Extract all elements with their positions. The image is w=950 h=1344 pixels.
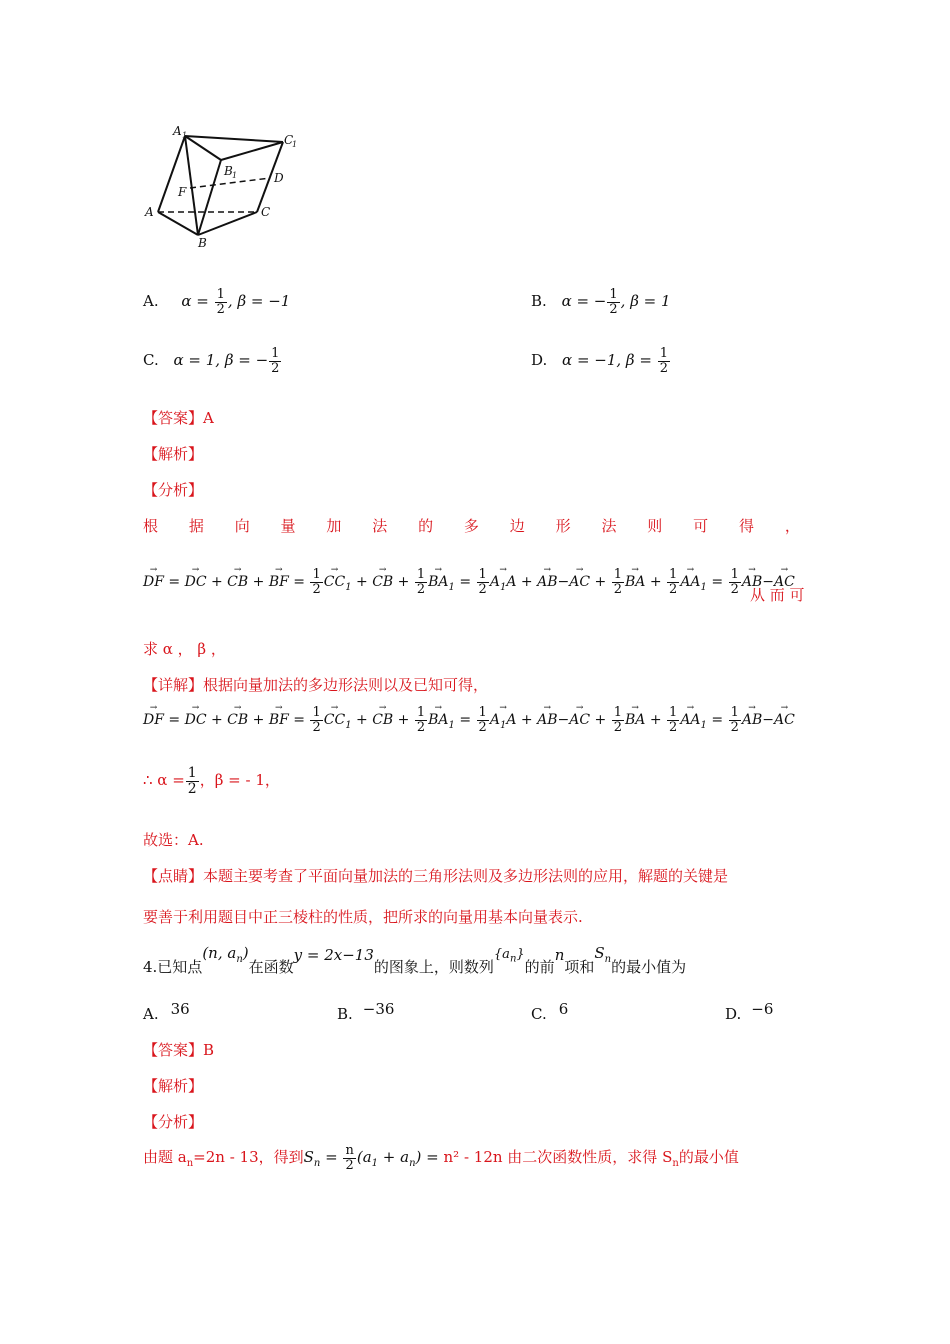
q4-option-c [531,1000,569,1023]
q3-fenxi-text [143,515,800,536]
q4-stem-pre: 4.已知点 [143,958,203,976]
q4-seq-sub: n [509,953,517,965]
q3-option-c [143,347,282,375]
q4-stem-end: 的最小值为 [611,958,687,976]
frac-num: 1 [659,346,668,361]
option-value: 36 [170,1000,190,1018]
q4-last-line [143,1144,739,1172]
fenxi-char: 得 [738,517,754,535]
option-letter: A. [143,1005,159,1023]
q3-fenxi: 【分析】 [143,481,204,499]
q4-func: y = 2x−13 [293,946,374,964]
q3-dianjing-1: 【点睛】本题主要考查了平面向量加法的三角形法则及多边形法则的应用，解题的关键是 [143,867,729,885]
q4-answer: 【答案】B [143,1041,215,1059]
q4-jiexi: 【解析】 [143,1077,204,1095]
frac-num: n [345,1143,354,1158]
q3-jiexi: 【解析】 [143,445,204,463]
q4-s: S [594,944,605,962]
q4-s-sub: n [604,954,612,965]
option-alpha: α = − [561,292,607,311]
formula-sub1: 1 [371,1158,379,1170]
last-sub: n [186,1158,194,1170]
label-a: A [145,205,154,219]
formula-eq: = [320,1148,343,1167]
option-letter: D. [531,351,548,370]
fenxi-char: 法 [372,517,388,535]
fenxi-char: 边 [509,517,525,535]
fenxi-char: ， [784,517,800,535]
frac-den: 2 [659,360,668,376]
fenxi-char: 则 [647,517,663,535]
vector-formula-2: → DF = → DC + → CB + → BF = $\frac{1}{2}$ → $CC_1$ + → CB + $\frac{1}{2}$ → $BA_1$ = $\frac{1}{2}$ → $A_1A$ + → AB−→ AC + $\frac{1}{2}$ → BA + $\frac{1}{2}$ → $AA_1$ = $\frac{1}{2}$ → AB−→ AC [143,706,795,734]
option-value: −6 [751,1000,774,1018]
option-beta: , β = 1 [620,292,671,311]
label-c1: C [284,133,294,147]
q4-stem-mid3: 的前 [524,958,555,976]
fenxi-char: 加 [326,517,342,535]
label-d: D [274,171,284,185]
q4-n: n [554,946,565,964]
fenxi-char: 多 [463,517,479,535]
frac-den: 2 [216,301,225,317]
option-letter: D. [725,1005,742,1023]
conclusion-prefix: ∴ α = [143,771,185,790]
option-alpha: α = −1, β = [562,351,657,370]
q4-option-a [143,1000,190,1023]
label-c: C [261,205,271,219]
prism-figure [140,120,310,255]
formula-r2: + a [378,1148,410,1167]
formula-s-sub: n [313,1158,321,1170]
q3-gu: 故选：A. [143,831,204,849]
option-letter: A. [143,292,159,311]
q4-point-sub: n [236,954,243,965]
option-letter: C. [143,351,159,370]
fenxi-char: 可 [693,517,709,535]
label-a1: A [173,124,182,138]
fenxi-char: 法 [601,517,617,535]
q3-option-d [531,347,671,375]
frac-num: 1 [609,287,618,302]
option-letter: B. [531,292,547,311]
option-value: 6 [558,1000,569,1018]
option-alpha: α = 1, β = − [173,351,269,370]
last-end: 的最小值 [678,1148,739,1167]
q3-option-a [143,288,290,316]
q4-seq-close: } [516,947,525,962]
fenxi-char: 据 [188,517,204,535]
q4-option-b [337,1000,395,1023]
frac-den: 2 [609,301,618,317]
last-pre: 由题 a [143,1148,187,1167]
option-letter: C. [531,1005,547,1023]
q3-xiangjie: 【详解】根据向量加法的多边形法则以及已知可得， [143,676,489,694]
q4-stem-mid1: 在函数 [248,958,294,976]
frac-den: 2 [187,780,197,797]
label-a1-sub: 1 [182,131,188,140]
fenxi-char: 向 [234,517,250,535]
frac-den: 2 [271,360,280,376]
frac-num: 1 [187,765,197,781]
label-b1: B [224,164,233,178]
q4-stem [143,944,686,978]
frac-num: 1 [271,346,280,361]
q3-dianjing-2: 要善于利用题目中正三棱柱的性质，把所求的向量用基本向量表示. [143,908,583,926]
q3-conclusion [143,766,280,796]
q3-answer: 【答案】A [143,409,214,427]
q4-stem-mid4: 项和 [564,958,595,976]
last-mid: =2n - 13，得到 [193,1148,304,1167]
frac-num: 1 [216,287,225,302]
q3-fenxi-tail: 从 而 可 [750,586,805,604]
fenxi-char: 根 [143,517,159,535]
option-value: −36 [362,1000,395,1018]
label-b: B [198,236,207,250]
label-b1-sub: 1 [232,171,238,180]
formula-r4: ) = [415,1148,444,1167]
formula-rest: (a [356,1148,372,1167]
label-c1-sub: 1 [292,140,298,149]
formula-s: S [303,1148,314,1167]
vector-formula-1: → DF = → DC + → CB + → BF = $\frac{1}{2}$ → $CC_1$ + → CB + $\frac{1}{2}$ → $BA_1$ = $\frac{1}{2}$ → $A_1A$ + → AB−→ AC + $\frac{1}{2}$ → BA + $\frac{1}{2}$ → $AA_1$ = $\frac{1}{2}$ → AB−→ AC [143,568,795,596]
q3-fenxi-line3: 求 α ， β ， [143,640,226,658]
q4-stem-mid2: 的图象上，则数列 [373,958,494,976]
conclusion-suffix: ，β = - 1， [199,771,280,790]
option-alpha: α = [181,292,214,311]
fenxi-char: 形 [555,517,571,535]
q3-option-b [531,288,671,316]
fenxi-char: 量 [280,517,296,535]
q4-point: (n, a [202,944,237,962]
q4-fenxi: 【分析】 [143,1113,204,1131]
option-beta: , β = −1 [227,292,291,311]
formula-sub2: n [409,1158,416,1170]
last-post: n² - 12n 由二次函数性质，求得 S [443,1148,673,1167]
fenxi-char: 的 [418,517,434,535]
q4-option-d [725,1000,774,1023]
label-f: F [178,185,187,199]
option-letter: B. [337,1005,353,1023]
frac-den: 2 [345,1157,354,1173]
last-post-sub: n [672,1158,679,1170]
q4-seq: {a [493,947,510,962]
q4-point-close: ) [242,944,249,962]
